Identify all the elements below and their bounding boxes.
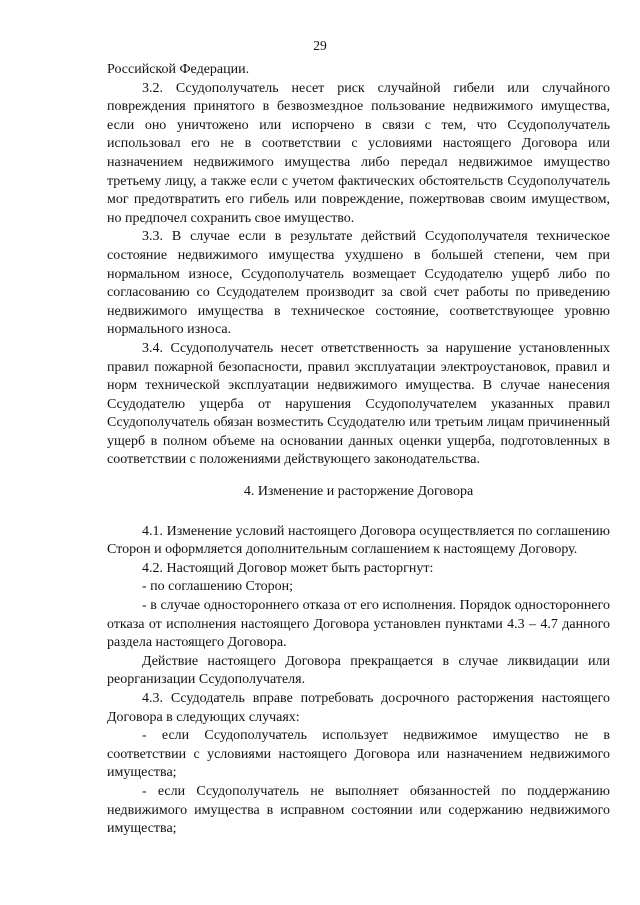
paragraph-3-2: 3.2. Ссудополучатель несет риск случайной гибели или случайного повреждения принятого в безвозмездное пользование недвижимого имущества, если оно уничтожено или испорчено в связи с тем, что Ссудополучатель использовал его не в соответствии с условиями настоящего Договора или назначением недвижимого имущества либо передал недвижимое имущество третьему лицу, а также если с учетом фактических обстоятельств Ссудополучатель мог предотвратить его гибель или повреждение, пожертвовав своим имуществом, но предпочел сохранить свое имущество. [107, 80, 610, 226]
list-item-agreement: - по соглашению Сторон; [142, 579, 294, 595]
paragraph-4-2: 4.2. Настоящий Договор может быть расторгнут: [142, 560, 434, 576]
paragraph-3-3: 3.3. В случае если в результате действий Ссудополучателя техническое состояние недвижимого имущества ухудшено в большей степени, чем при нормальном износе, Ссудополучатель возмещает Ссудодателю ущерб либо по согласованию со Ссудодателем производит за свой счет работы по приведению недвижимого имущества в техническое состояние, соответствующее уровню нормального износа. [107, 229, 610, 338]
paragraph-4-1: 4.1. Изменение условий настоящего Договора осуществляется по соглашению Сторон и оформляется дополнительным соглашением к настоящему Договору. [107, 523, 610, 558]
list-item-misuse: - если Ссудополучатель использует недвижимое имущество не в соответствии с условиями настоящего Договора или назначением недвижимого имущества; [107, 728, 610, 781]
paragraph-4-3: 4.3. Ссудодатель вправе потребовать досрочного расторжения настоящего Договора в следующих случаях: [107, 691, 610, 725]
paragraph-3-4: 3.4. Ссудополучатель несет ответственность за нарушение установленных правил пожарной безопасности, правил эксплуатации электроустановок, правил и норм технической эксплуатации недвижимого имущества. В случае нанесения Ссудодателю ущерба от нарушения Ссудополучателем указанных правил Ссудополучатель обязан возместить Ссудодателю или третьим лицам причиненный ущерб в полном объеме на основании данных оценки ущерба, подготовленных в соответствии с положениями действующего законодательства. [107, 340, 610, 468]
page-number: 29 [313, 38, 327, 53]
paragraph-continuation: Российской Федерации. [107, 62, 250, 77]
list-item-unilateral-refusal: - в случае одностороннего отказа от его исполнения. Порядок одностороннего отказа от исполнения настоящего Договора установлен пунктами 4.3 – 4.7 данного раздела настоящего Договора. [107, 598, 610, 651]
document-body [107, 61, 610, 839]
list-item-maintenance: - если Ссудополучатель не выполняет обязанностей по поддержанию недвижимого имущества в исправном состоянии или содержанию недвижимого имущества; [107, 783, 610, 837]
section-heading: 4. Изменение и расторжение Договора [243, 484, 474, 500]
paragraph-termination: Действие настоящего Договора прекращается в случае ликвидации или реорганизации Ссудополучателя. [107, 653, 610, 688]
